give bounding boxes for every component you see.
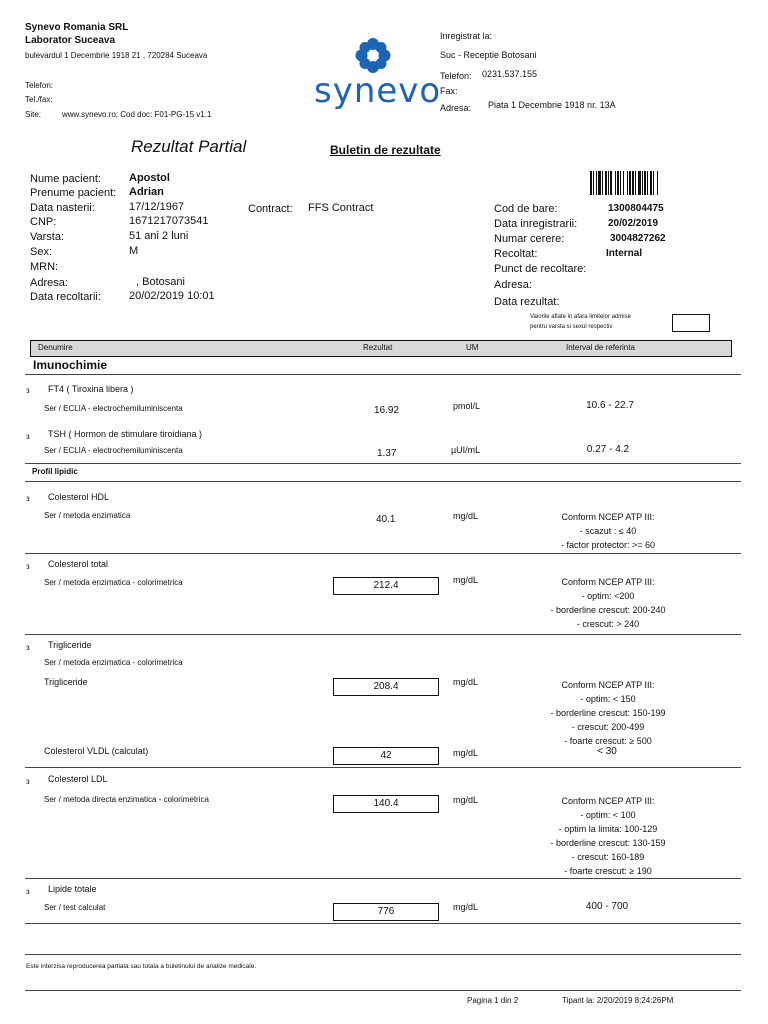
ref-line: - optim: < 150: [580, 694, 636, 704]
patient-address: , Botosani: [136, 276, 185, 288]
unit-total: mg/dL: [453, 575, 479, 585]
footer-divider: [25, 990, 741, 991]
legend-line1: Valorile aflate in afara limitelor admise: [530, 314, 631, 320]
barcode-icon: [590, 171, 680, 195]
sample-label: Cod de bare:: [494, 203, 558, 215]
ref-line: - optim: < 100: [580, 810, 636, 820]
ref-lipide: 400 - 700: [585, 901, 629, 912]
ref-line: Conform NCEP ATP III:: [561, 577, 655, 587]
sample-label: Data rezultat:: [494, 296, 560, 308]
patient-label: Nume pacient:: [30, 173, 101, 185]
sample-label: Punct de recoltare:: [494, 263, 587, 275]
test-name-ft4: FT4 ( Tiroxina libera ): [48, 384, 134, 394]
result-total: 212.4: [333, 577, 439, 595]
test-method-ldl: Ser / metoda directa enzimatica - colorimetrica: [44, 795, 209, 804]
footer-disclaimer: Este interzisa reproducerea partiala sau totala a buletinului de analize medicale.: [26, 963, 257, 970]
registered-telefon-label: Telefon:: [440, 71, 472, 81]
bullet-icon: з: [26, 777, 30, 786]
col-interval: Interval de referinta: [566, 343, 635, 352]
ref-trig: [508, 678, 708, 748]
registered-fax-label: Fax:: [440, 86, 458, 96]
section-divider: [25, 923, 741, 924]
result-trig: 208.4: [333, 678, 439, 696]
section-divider: [25, 634, 741, 635]
ref-line: Conform NCEP ATP III:: [561, 512, 655, 522]
test-method-tsh: Ser / ECLIA - electrochemiluminiscenta: [44, 446, 183, 455]
contract-value: FFS Contract: [308, 202, 374, 214]
ref-tsh: 0.27 - 4.2: [586, 444, 630, 455]
legend-box: [672, 314, 710, 332]
registered-adresa-label: Adresa:: [440, 103, 472, 113]
ref-line: - factor protector: >= 60: [560, 540, 656, 550]
lab-name: Laborator Suceava: [25, 35, 116, 46]
registered-place: Suc - Receptie Botosani: [440, 50, 537, 60]
test-name-total: Colesterol total: [48, 559, 109, 569]
result-ft4: 16.92: [374, 405, 400, 416]
bullet-icon: з: [26, 643, 30, 652]
test-name-vldl: Colesterol VLDL (calculat): [44, 746, 149, 756]
ref-line: Conform NCEP ATP III:: [561, 680, 655, 690]
sample-label: Numar cerere:: [494, 233, 565, 245]
synevo-logo: [312, 27, 442, 119]
patient-label: CNP:: [30, 216, 57, 228]
registered-telefon-value: 0231.537.155: [482, 69, 538, 79]
unit-hdl: mg/dL: [453, 511, 479, 521]
test-method-ft4: Ser / ECLIA - electrochemiluminiscenta: [44, 404, 183, 413]
lab-address: bulevardul 1 Decembrie 1918 21 , 720284 Suceava: [25, 51, 208, 60]
ref-line: - borderline crescut: 150-199: [550, 708, 666, 718]
patient-first-name: Adrian: [129, 186, 164, 198]
col-rezultat: Rezultat: [363, 343, 393, 352]
bulletin-title: Buletin de rezultate: [330, 143, 441, 157]
bullet-icon: з: [26, 386, 30, 395]
request-number: 3004827262: [610, 233, 666, 244]
ref-ft4: 10.6 - 22.7: [586, 400, 634, 411]
unit-lipide: mg/dL: [453, 902, 479, 912]
unit-trig: mg/dL: [453, 677, 479, 687]
section-profil-lipidic: Profil lipidic: [32, 467, 78, 476]
lab-telfax-label: Tel./fax:: [25, 95, 53, 104]
contract-label: Contract:: [248, 203, 293, 215]
ref-total: [508, 575, 708, 631]
logo-text: synevo: [314, 71, 442, 111]
test-name-tsh: TSH ( Hormon de stimulare tiroidiana ): [48, 429, 203, 439]
section-divider: [25, 553, 741, 554]
patient-birth-date: 17/12/1967: [129, 201, 185, 213]
test-method-trig: Ser / metoda enzimatica - colorimetrica: [44, 658, 183, 667]
patient-label: Sex:: [30, 246, 53, 258]
legend-line2: pentru varsta si sexul respectiv: [530, 324, 613, 330]
registration-date: 20/02/2019: [608, 218, 659, 229]
unit-vldl: mg/dL: [453, 748, 479, 758]
page-title: Rezultat Partial: [131, 137, 247, 156]
ref-line: - crescut: 200-499: [571, 722, 645, 732]
ref-line: - borderline crescut: 130-159: [550, 838, 666, 848]
ref-line: Conform NCEP ATP III:: [561, 796, 655, 806]
lab-site-label: Site:: [25, 110, 42, 119]
col-denumire: Denumire: [38, 343, 73, 352]
patient-label: Varsta:: [30, 231, 65, 243]
result-lipide: 776: [333, 903, 439, 921]
patient-label: Prenume pacient:: [30, 187, 117, 199]
test-name-trig: Trigliceride: [48, 640, 92, 650]
result-ldl: 140.4: [333, 795, 439, 813]
ref-line: - foarte crescut: ≥ 500: [564, 736, 652, 746]
bullet-icon: з: [26, 432, 30, 441]
ref-line: - scazut : ≤ 40: [579, 526, 637, 536]
ref-line: - borderline crescut: 200-240: [550, 605, 666, 615]
table-header: [30, 340, 732, 357]
footer-divider: [25, 954, 741, 955]
ref-vldl: < 30: [597, 746, 617, 757]
ref-hdl: [508, 510, 708, 552]
test-sub-trig: Trigliceride: [44, 677, 88, 687]
unit-ldl: mg/dL: [453, 795, 479, 805]
patient-collection-date: 20/02/2019 10:01: [129, 290, 215, 302]
registered-adresa-value: Piata 1 Decembrie 1918 nr. 13A: [488, 100, 616, 110]
ref-line: - crescut: > 240: [576, 619, 640, 629]
result-tsh: 1.37: [377, 448, 397, 459]
section-divider: [25, 463, 741, 464]
unit-tsh: µUI/mL: [451, 445, 481, 455]
patient-age: 51 ani 2 luni: [129, 230, 189, 242]
ref-line: - optim la limita: 100-129: [558, 824, 658, 834]
collected-status: Internal: [606, 248, 643, 259]
barcode-number: 1300804475: [608, 203, 664, 214]
test-method-hdl: Ser / metoda enzimatica: [44, 511, 131, 520]
registered-title: Inregistrat la:: [440, 31, 493, 41]
section-divider: [25, 767, 741, 768]
patient-sex: M: [129, 245, 139, 257]
ref-line: - crescut: 160-189: [571, 852, 645, 862]
test-method-lipide: Ser / test calculat: [44, 903, 106, 912]
patient-label: Data recoltarii:: [30, 291, 101, 303]
patient-cnp: 1671217073541: [129, 215, 209, 227]
test-name-hdl: Colesterol HDL: [48, 492, 110, 502]
ref-line: - optim: <200: [581, 591, 635, 601]
bullet-icon: з: [26, 494, 30, 503]
patient-last-name: Apostol: [129, 172, 170, 184]
ref-ldl: [508, 794, 708, 878]
section-imunochimie: Imunochimie: [33, 358, 108, 372]
footer-page: Pagina 1 din 2: [467, 996, 519, 1005]
bullet-icon: з: [26, 562, 30, 571]
unit-ft4: pmol/L: [453, 401, 481, 411]
test-name-lipide: Lipide totale: [48, 884, 97, 894]
lab-telefon-label: Telefon:: [25, 81, 54, 90]
ref-line: - foarte crescut: ≥ 190: [564, 866, 652, 876]
result-vldl: 42: [333, 747, 439, 765]
sample-label: Recoltat:: [494, 248, 538, 260]
test-name-ldl: Colesterol LDL: [48, 774, 108, 784]
col-um: UM: [466, 343, 479, 352]
patient-label: Adresa:: [30, 277, 68, 289]
lab-site-value: www.synevo.ro; Cod doc: F01-PG-15 v1.1: [62, 110, 212, 119]
footer-printed: Tiparit la: 2/20/2019 8:24:26PM: [562, 996, 674, 1005]
test-method-total: Ser / metoda enzimatica - colorimetrica: [44, 578, 183, 587]
sample-label: Data inregistrarii:: [494, 218, 578, 230]
sample-label: Adresa:: [494, 279, 532, 291]
section-divider: [25, 878, 741, 879]
patient-label: MRN:: [30, 261, 59, 273]
bullet-icon: з: [26, 887, 30, 896]
result-hdl: 40.1: [376, 514, 396, 525]
patient-label: Data nasterii:: [30, 202, 95, 214]
section-divider: [25, 481, 741, 482]
lab-company: Synevo Romania SRL: [25, 22, 129, 33]
section-divider: [25, 374, 741, 375]
